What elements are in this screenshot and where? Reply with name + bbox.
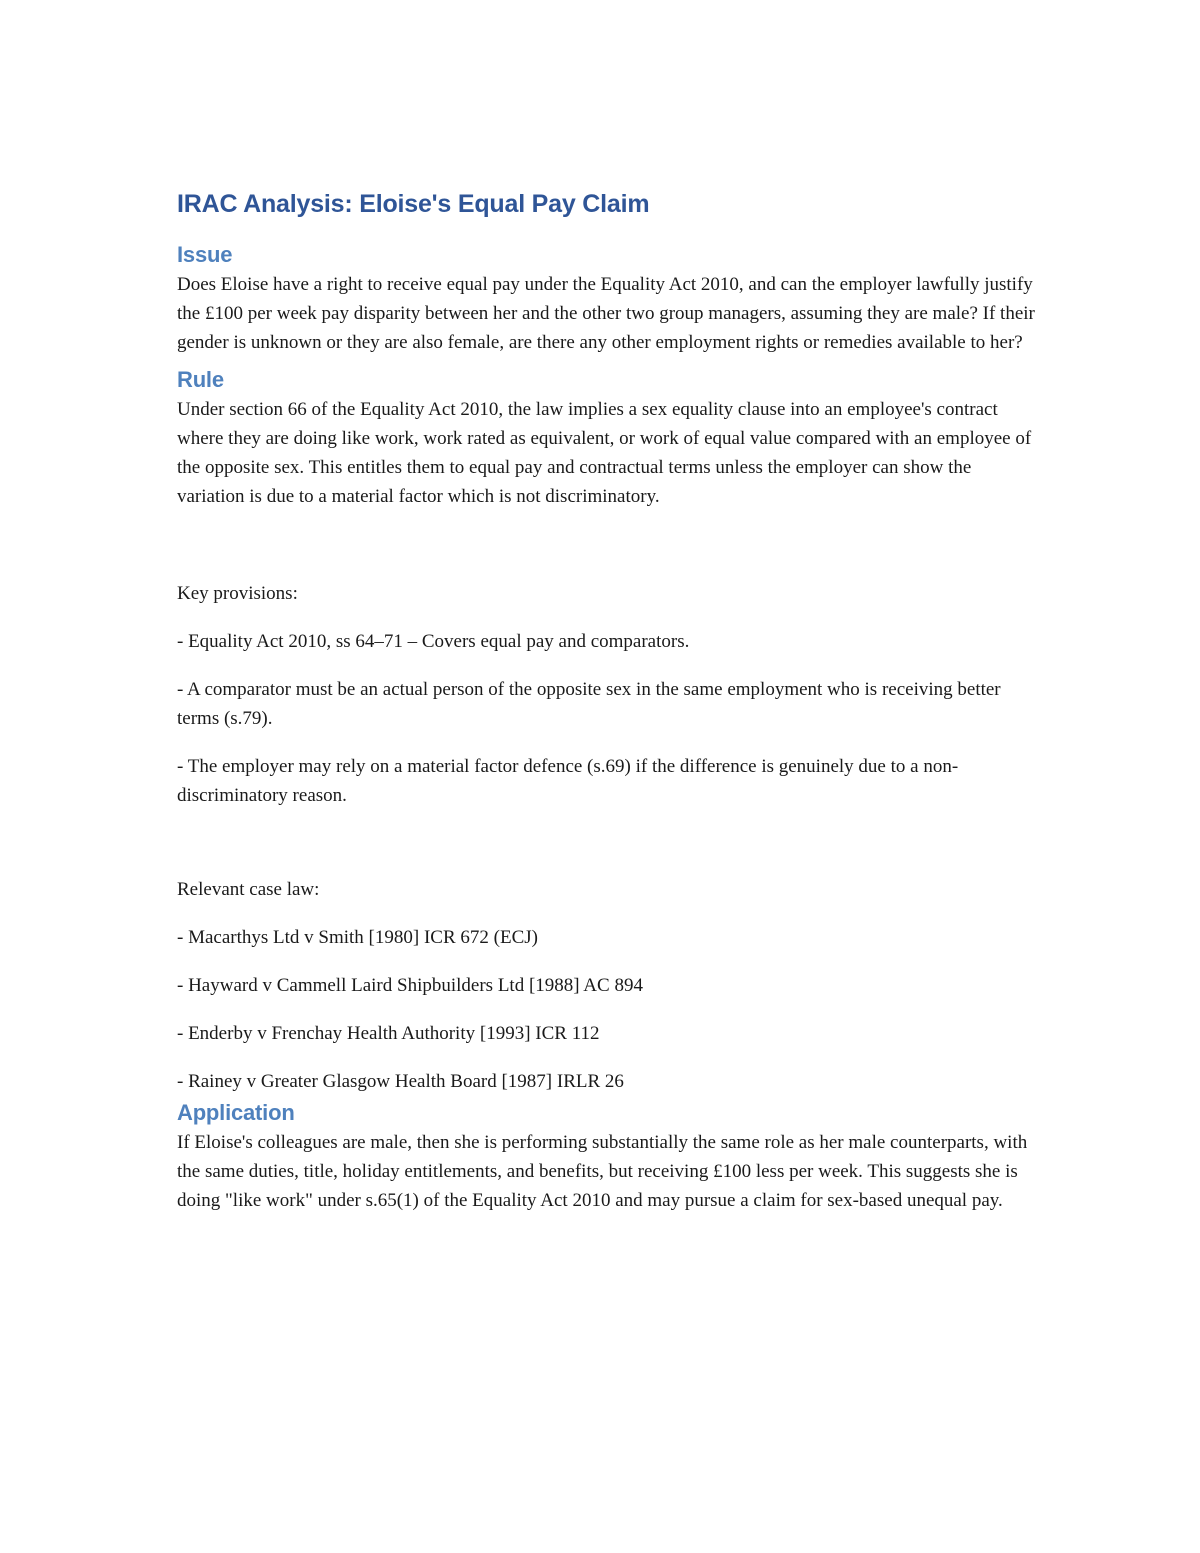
rule-paragraph: Under section 66 of the Equality Act 2010, the law implies a sex equality clause into an employee's contract where they are doing like work, work rated as equivalent, or work of equal value compared with an employee of the opposite sex. This entitles them to equal pay and contractual terms unless the employer can show the variation is due to a material factor which is not discriminatory. <box>177 399 1032 507</box>
application-heading: Application <box>177 1100 295 1125</box>
issue-paragraph: Does Eloise have a right to receive equal pay under the Equality Act 2010, and can the employer lawfully justify the £100 per week pay disparity between her and the other two group managers, assuming they are male? If their gender is unknown or they are also female, are there any other employment rights or remedies available to her? <box>177 274 1035 353</box>
case-law-label: Relevant case law: <box>177 879 320 900</box>
document-title: IRAC Analysis: Eloise's Equal Pay Claim <box>177 190 650 218</box>
key-provisions-label: Key provisions: <box>177 583 298 604</box>
provision-item: - The employer may rely on a material factor defence (s.69) if the difference is genuinely due to a non-discriminatory reason. <box>177 756 959 806</box>
case-item: - Rainey v Greater Glasgow Health Board [1987] IRLR 26 <box>177 1071 624 1092</box>
case-item: - Enderby v Frenchay Health Authority [1993] ICR 112 <box>177 1023 600 1044</box>
provision-item: - Equality Act 2010, ss 64–71 – Covers equal pay and comparators. <box>177 631 690 652</box>
spacer <box>177 810 1037 875</box>
case-item: - Hayward v Cammell Laird Shipbuilders Ltd [1988] AC 894 <box>177 975 643 996</box>
case-item: - Macarthys Ltd v Smith [1980] ICR 672 (ECJ) <box>177 927 538 948</box>
application-paragraph: If Eloise's colleagues are male, then she is performing substantially the same role as her male counterparts, with the same duties, title, holiday entitlements, and benefits, but receiving £100 less per week. This suggests she is doing "like work" under s.65(1) of the Equality Act 2010 and may pursue a claim for sex-based unequal pay. <box>177 1132 1028 1211</box>
spacer <box>177 511 1037 579</box>
rule-heading: Rule <box>177 367 224 392</box>
provision-item: - A comparator must be an actual person of the opposite sex in the same employment who is receiving better terms (s.79). <box>177 679 1001 729</box>
spacer <box>177 357 1037 367</box>
document-page <box>177 190 1037 1215</box>
issue-heading: Issue <box>177 242 233 267</box>
